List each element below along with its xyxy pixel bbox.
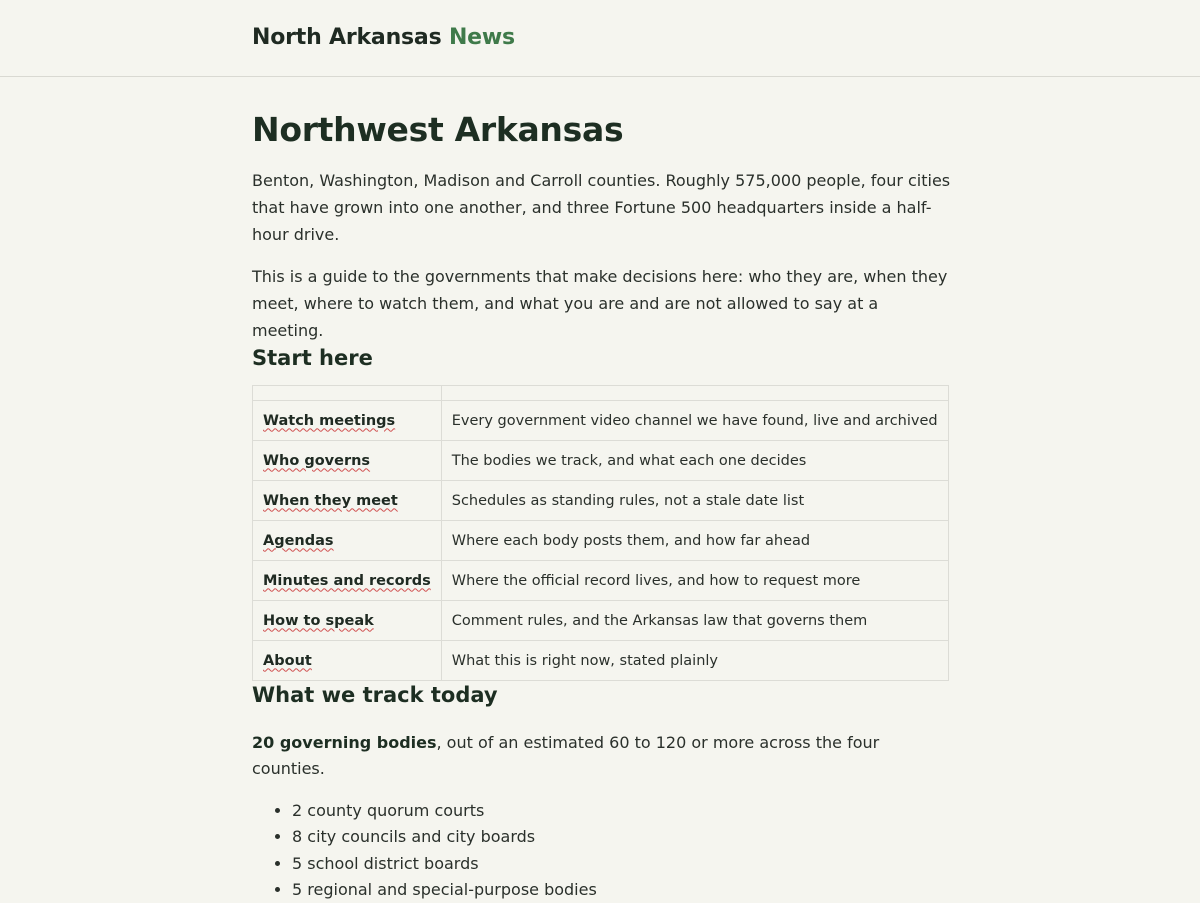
table-header: [253, 386, 949, 401]
description-cell: What this is right now, stated plainly: [441, 641, 948, 681]
link-cell: [253, 481, 442, 521]
tracking-summary: [252, 730, 952, 782]
how-to-speak-link[interactable]: How to speak: [263, 612, 374, 629]
table-body: [253, 401, 949, 681]
intro-paragraph-1: Benton, Washington, Madison and Carroll counties. Roughly 575,000 people, four cities that have grown into one another, and three Fortune 500 headquarters inside a half-hour drive.: [252, 171, 951, 244]
intro-paragraph-2: This is a guide to the governments that make decisions here: who they are, when they meet, where to watch them, and what you are and are not allowed to say at a meeting.: [252, 267, 948, 340]
main-content: [252, 78, 952, 903]
table-row: [253, 561, 949, 601]
tracking-heading: What we track today: [252, 683, 498, 707]
agendas-link[interactable]: Agendas: [263, 532, 334, 549]
link-cell: [253, 521, 442, 561]
page-title: Northwest Arkansas: [252, 110, 624, 149]
table-row: [253, 401, 949, 441]
watch-meetings-link[interactable]: Watch meetings: [263, 412, 396, 429]
link-cell: [253, 441, 442, 481]
table-row: [253, 601, 949, 641]
list-item: • 8 city councils and city boards: [292, 824, 952, 850]
table-row: [253, 441, 949, 481]
table-header-cell: [441, 386, 948, 401]
start-here-heading: Start here: [252, 346, 373, 370]
when-they-meet-link[interactable]: When they meet: [263, 492, 398, 509]
link-cell: [253, 401, 442, 441]
description-cell: Schedules as standing rules, not a stale date list: [441, 481, 948, 521]
description-cell: The bodies we track, and what each one decides: [441, 441, 948, 481]
tracking-summary-count: 20 governing bodies: [252, 733, 437, 752]
table-header-row: [253, 386, 949, 401]
minutes-and-records-link[interactable]: Minutes and records: [263, 572, 431, 589]
link-cell: [253, 641, 442, 681]
link-cell: [253, 601, 442, 641]
description-cell: Every government video channel we have found, live and archived: [441, 401, 948, 441]
brand-accent: News: [448, 25, 515, 50]
about-link[interactable]: About: [263, 652, 312, 669]
list-item: • 2 county quorum courts: [292, 798, 952, 824]
brand-name: North Arkansas: [252, 25, 442, 50]
table-row: [253, 641, 949, 681]
start-here-table: [252, 385, 949, 681]
description-cell: Comment rules, and the Arkansas law that governs them: [441, 601, 948, 641]
list-item: • 5 regional and special-purpose bodies: [292, 877, 952, 903]
tracking-list: [252, 798, 952, 903]
description-cell: Where each body posts them, and how far ahead: [441, 521, 948, 561]
site-header: [0, 0, 1200, 77]
description-cell: Where the official record lives, and how to request more: [441, 561, 948, 601]
table-row: [253, 521, 949, 561]
list-item: • 5 school district boards: [292, 851, 952, 877]
link-cell: [253, 561, 442, 601]
who-governs-link[interactable]: Who governs: [263, 452, 371, 469]
table-row: [253, 481, 949, 521]
table-header-cell: [253, 386, 442, 401]
tracking-summary-text: , out of an estimated 60 to 120 or more across the four counties.: [252, 733, 880, 778]
site-brand[interactable]: [252, 24, 515, 52]
